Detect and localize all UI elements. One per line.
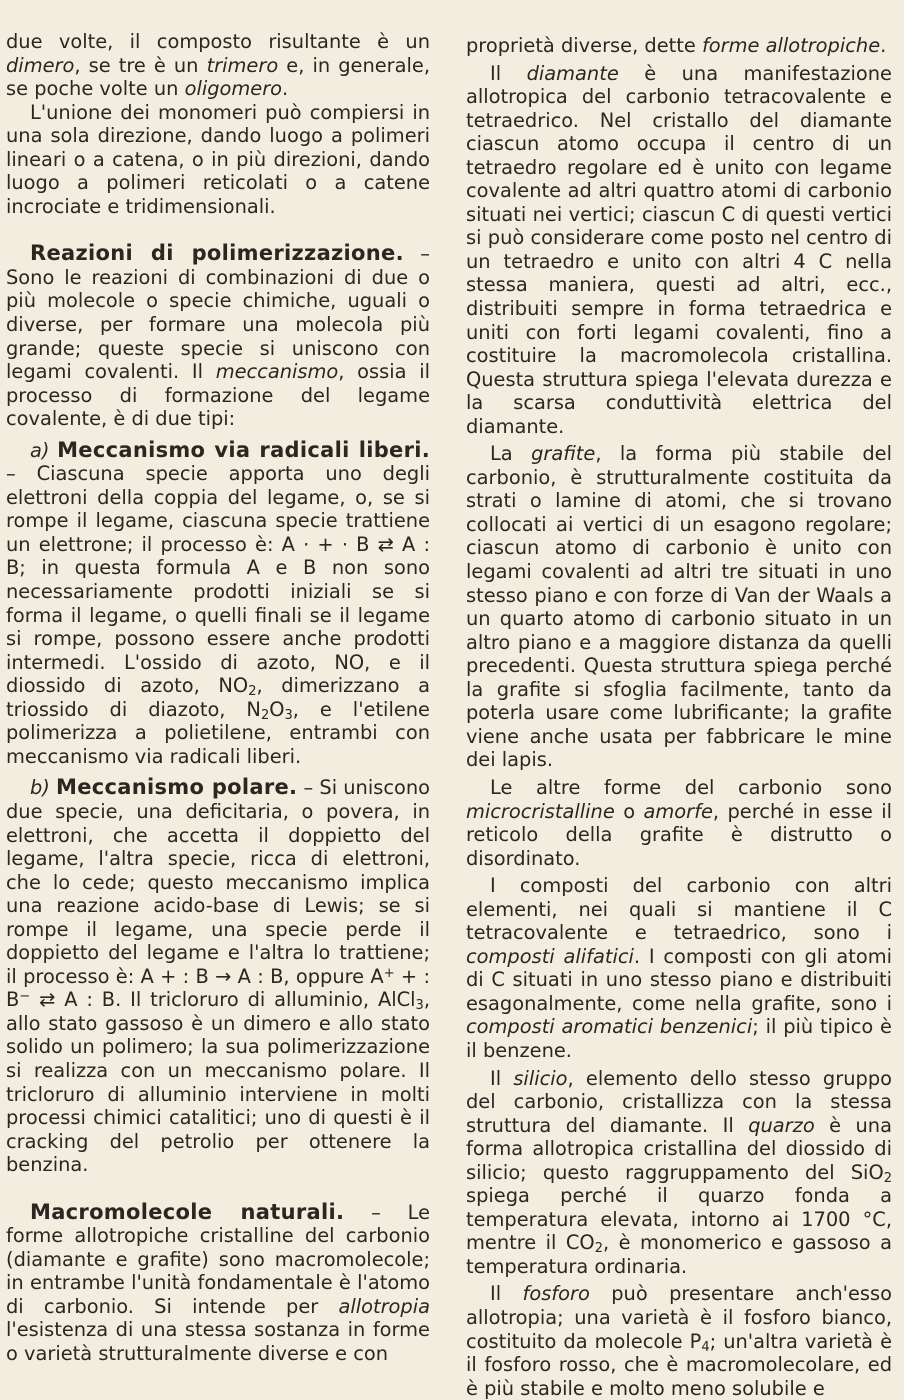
term: microcristalline [466, 799, 615, 823]
paragraph-forme-amorfe [466, 776, 892, 870]
subscript: 3 [284, 707, 293, 723]
paragraph-diamante [466, 62, 892, 439]
superscript: + [383, 965, 395, 981]
text: , e l'etilene polimerizza a polietilene, entrambi con meccanismo via radicali liberi. [6, 697, 430, 768]
section-macromolecole [6, 1201, 430, 1366]
text: , la forma più stabile del carbonio, è strutturalmente costituita da strati o lamine di atomi, che si trovano collocati ai vertici di un esagono regolare; ciascun atomo di carbonio è unito con legami covalenti ad altri tre situati in uno stesso piano e con forze di Van der Waals a un quarto atomo di carbonio situato in un altro piano e a maggiore distanza da quelli precedenti. Questa struttura spiega perché la grafite si sfoglia facilmente, tanto da poterla usare come lubrificante; la grafite viene anche usata per fabbricare le mine dei lapis. [466, 442, 892, 772]
text: e, in generale, se poche volte un [6, 53, 430, 101]
section-heading: Reazioni di polimerizzazione. [30, 241, 404, 266]
text: Il [490, 61, 527, 85]
term: trimero [206, 53, 279, 77]
term: diamante [526, 61, 619, 85]
text: proprietà diverse, dette [466, 34, 702, 57]
text: Il [490, 1066, 514, 1090]
term: composti aromatici benzenici [466, 1015, 753, 1039]
superscript: − [19, 989, 31, 1005]
subscript: 2 [248, 684, 257, 700]
subscript: 3 [415, 998, 424, 1014]
text: Le altre forme del carbonio sono [490, 775, 892, 799]
text: è una manifestazione allotropica del carbonio tetracovalente e tetraedrico. Nel cristallo del diamante ciascun atomo occupa il centro di un tetraedro regolare ed è unito con legame covalente ad altri quattro atomi di carbonio situati nei vertici; ciascun C di questi vertici si può considerare come posto nel centro di un tetraedro e unito con altri 4 C nella stessa maniera, questi ad altri, ecc., distribuiti sempre in forma tetraedrica e uniti con forti legami covalenti, fino a costituire la macromolecola cristallina. Questa struttura spiega l'elevata durezza e la scarsa conduttività elettrica del diamante. [466, 61, 892, 438]
paragraph-silicio [466, 1067, 892, 1279]
subsection-heading: Meccanismo via radicali liberi. [57, 437, 430, 462]
text: spiega perché il quarzo fonda a temperatura elevata, intorno ai 1700 °C, mentre il CO [466, 1184, 892, 1255]
paragraph-fosforo [466, 1282, 892, 1400]
text: + : B [6, 964, 431, 1012]
paragraph [6, 30, 430, 101]
subsection-heading: Meccanismo polare. [56, 775, 298, 800]
text: o [614, 799, 644, 823]
term: silicio [513, 1066, 568, 1090]
section-heading: Macromolecole naturali. [30, 1199, 345, 1224]
term: dimero [6, 53, 75, 77]
paragraph: L'unione dei monomeri può compiersi in una sola direzione, dando luogo a polimeri lineari o a catena, o in più direzioni, dando luogo a polimeri reticolati o a catene incrociate e tridimensionali. [6, 100, 430, 218]
term: meccanismo [215, 360, 339, 384]
text: – Le forme allotropiche cristalline del carbonio (diamante e grafite) sono macromolecole; in entrambe l'unità fondamentale è l'atomo di carbonio. Si intende per [6, 1200, 431, 1318]
text: ⇄ A : B. Il tricloruro di alluminio, AlCl [30, 988, 416, 1012]
text: . [282, 77, 289, 101]
paragraph-grafite [466, 442, 892, 772]
section-polimerizzazione [6, 242, 430, 430]
text: , ossia il processo di formazione del legame covalente, è di due tipi: [6, 360, 430, 431]
text: può presentare anch'esso allotropia; una varietà è il fosforo bianco, costituito da molecole P [466, 1282, 892, 1353]
text: . [880, 34, 887, 57]
left-column [6, 30, 430, 1366]
subsection-radicali-liberi [6, 439, 430, 769]
term: oligomero [184, 77, 283, 101]
list-label: a) [30, 438, 50, 462]
text: . I composti con gli atomi di C situati in uno stesso piano e distribuiti esagonalmente, come nella grafite, sono i [466, 944, 892, 1015]
text: ; un'altra varietà è il fosforo rosso, che è macromolecolare, ed è più stabile e molto meno solubile e [466, 1329, 892, 1400]
text: , dimerizzano a triossido di diazoto, N [6, 674, 431, 721]
text: – Sono le reazioni di combinazioni di due o più molecole o specie chimiche, uguali o diverse, per formare una molecola più grande; queste specie si uniscono con legami covalenti. Il [6, 242, 430, 384]
subscript: 2 [594, 1241, 603, 1257]
text: – Ciascuna specie apporta uno degli elettroni della coppia del legame, o, se si rompe il legame, ciascuna specie trattiene un elettrone; il processo è: A · + · B ⇄ A : B; in questa formula A e B non sono necessariamente prodotti iniziali se si forma il legame, o quelli finali se il legame si rompe, possono essere anche prodotti intermedi. L'ossido di azoto, NO, e il diossido di azoto, NO [6, 462, 430, 698]
term: allotropia [338, 1294, 430, 1318]
text: l'esistenza di una stessa sostanza in forme o varietà strutturalmente diverse e con [6, 1318, 430, 1365]
text: , allo stato gassoso è un dimero e allo stato solido un polimero; la sua polimerizzazione si realizza con un meccanismo polare. Il tricloruro di alluminio interviene in molti processi chimici catalitici; uno di questi è il cracking del petrolio per ottenere la benzina. [6, 988, 430, 1177]
term: amorfe [643, 799, 713, 823]
term: forme allotropiche [701, 34, 881, 57]
text: O [269, 697, 285, 721]
term: quarzo [748, 1113, 815, 1137]
list-label: b) [30, 776, 50, 800]
right-column [466, 34, 892, 1400]
subscript: 2 [883, 1170, 892, 1186]
term: grafite [531, 442, 596, 466]
paragraph [466, 34, 892, 58]
text: Il [490, 1282, 523, 1306]
subscript: 2 [260, 707, 270, 723]
text: ; il più tipico è il benzene. [466, 1015, 892, 1062]
text: , se tre è un [74, 53, 207, 77]
subsection-polare [6, 776, 430, 1176]
subscript: 4 [701, 1339, 710, 1355]
text: due volte, il composto risultante è un [6, 30, 430, 53]
text: , elemento dello stesso gruppo del carbonio, cristallizza con la stessa struttura del diamante. Il [466, 1066, 892, 1137]
text: La [490, 442, 532, 466]
text: – Si uniscono due specie, una deficitaria, o povera, in elettroni, che accetta il doppietto del legame, l'altra specie, ricca di elettroni, che lo cede; questo meccanismo implica una reazione acido-base di Lewis; se si rompe il legame, una specie perde il doppietto del legame e l'altra lo trattiene; il processo è: A + : B → A : B, oppure A [6, 776, 430, 988]
term: fosforo [522, 1282, 590, 1306]
paragraph-composti [466, 874, 892, 1062]
text: I composti del carbonio con altri elementi, nei quali si mantiene il C tetracovalente e tetraedrico, sono i [466, 874, 892, 945]
text: , perché in esse il reticolo della grafite è distrutto o disordinato. [466, 799, 892, 870]
text: è una forma allotropica cristallina del diossido di silicio; questo raggruppamento del SiO [466, 1113, 892, 1184]
term: composti alifatici [466, 944, 634, 968]
text: , è monomerico e gassoso a temperatura ordinaria. [466, 1231, 892, 1278]
